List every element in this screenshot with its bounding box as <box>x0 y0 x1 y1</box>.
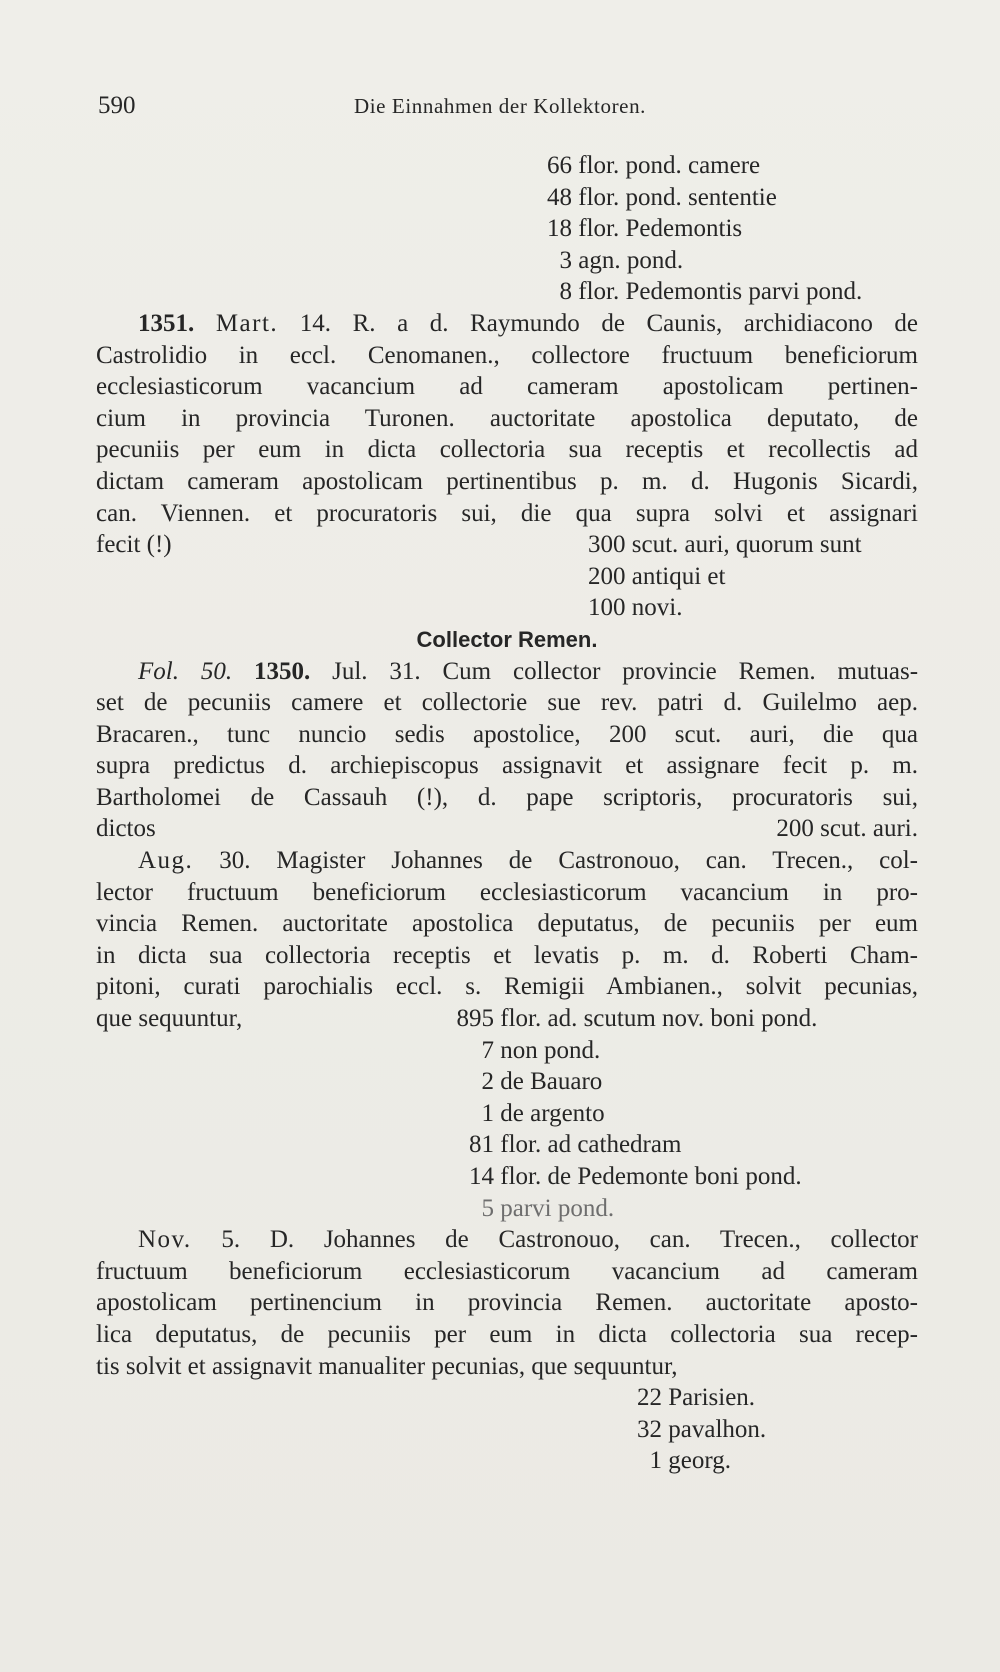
list-item: 81 flor. ad cathedram <box>469 1131 682 1159</box>
list-item: 22 Parisien. <box>637 1384 756 1412</box>
paragraph-line: pitoni, curati parochialis eccl. s. Remigii Ambianen., solvit pecunias, <box>96 973 918 1001</box>
list-item: 66 flor. pond. camere <box>547 152 761 179</box>
paragraph-line: set de pecuniis camere et collectorie sue rev. patri d. Guilelmo aep. <box>96 689 918 717</box>
list-item: 14 flor. de Pedemonte boni pond. <box>469 1163 802 1190</box>
paragraph-line: Bartholomei de Cassauh (!), d. pape scriptoris, procuratoris sui, <box>96 783 918 811</box>
paragraph-line: ecclesiasticorum vacancium ad cameram apostolicam pertinen- <box>96 373 918 401</box>
paragraph-line: lica deputatus, de pecuniis per eum in dicta collectoria sua recep- <box>96 1320 918 1348</box>
paragraph-line: supra predictus d. archiepiscopus assignavit et assignare fecit p. m. <box>96 752 918 780</box>
paragraph-line: can. Viennen. et procuratoris sui, die qua supra solvi et assignari <box>96 499 918 527</box>
paragraph-line: fructuum beneficiorum ecclesiasticorum vacancium ad cameram <box>96 1257 918 1285</box>
paragraph-line: vincia Remen. auctoritate apostolica deputatus, de pecuniis per eum <box>96 910 918 938</box>
paragraph-line: Aug. 30. Magister Johannes de Castronouo, can. Trecen., col- <box>138 847 919 875</box>
paragraph-line: lector fructuum beneficiorum ecclesiasticorum vacancium in pro- <box>96 878 918 906</box>
list-item: 1 georg. <box>649 1447 731 1475</box>
list-item: 48 flor. pond. sententie <box>547 183 777 211</box>
list-item: 8 flor. Pedemontis parvi pond. <box>559 278 863 306</box>
page-number: 590 <box>98 92 136 119</box>
paragraph-line: Bracaren., tunc nuncio sedis apostolice, 200 scut. auri, die qua <box>96 720 918 748</box>
list-item: 100 novi. <box>588 594 683 622</box>
list-item: 32 pavalhon. <box>637 1415 767 1443</box>
paragraph-line: 1351. Mart. 14. R. a d. Raymundo de Caunis, archidiacono de <box>138 309 919 337</box>
list-item: 7 non pond. <box>481 1036 601 1064</box>
text-body <box>96 150 918 1477</box>
section-heading: Collector Remen. <box>416 626 598 652</box>
paragraph-line: Nov. 5. D. Johannes de Castronouo, can. Trecen., collector <box>138 1226 918 1254</box>
list-item: 3 agn. pond. <box>559 246 684 274</box>
paragraph-line: Fol. 50. 1350. Jul. 31. Cum collector provincie Remen. mutuas- <box>138 657 919 685</box>
paragraph-line: Castrolidio in eccl. Cenomanen., collectore fructuum beneficiorum <box>96 341 918 369</box>
list-item: 2 de Bauaro <box>481 1068 603 1096</box>
paragraph-line: dictos 200 scut. auri. <box>96 815 918 843</box>
list-item: 5 parvi pond. <box>481 1194 615 1222</box>
list-item: 895 flor. ad. scutum nov. boni pond. <box>456 1005 818 1033</box>
paragraph-line: dictam cameram apostolicam pertinentibus p. m. d. Hugonis Sicardi, <box>96 467 918 495</box>
paragraph-line: apostolicam pertinencium in provincia Remen. auctoritate aposto- <box>96 1289 918 1317</box>
paragraph-line: fecit (!) 300 scut. auri, quorum sunt <box>96 531 862 559</box>
paragraph-line: que sequuntur, 895 flor. ad. scutum nov. boni pond. <box>96 1003 918 1035</box>
paragraph-line: in dicta sua collectoria receptis et levatis p. m. d. Roberti Cham- <box>96 941 918 969</box>
running-head: Die Einnahmen der Kollektoren. <box>353 94 647 118</box>
list-item: 200 antiqui et <box>588 562 726 590</box>
paragraph-line: pecuniis per eum in dicta collectoria sua receptis et recollectis ad <box>96 436 918 464</box>
paragraph-line: tis solvit et assignavit manualiter pecunias, que sequuntur, <box>96 1352 678 1380</box>
list-item: 18 flor. Pedemontis <box>547 215 743 243</box>
paragraph-line: cium in provincia Turonen. auctoritate apostolica deputato, de <box>96 404 918 432</box>
list-item: 1 de argento <box>481 1099 605 1127</box>
